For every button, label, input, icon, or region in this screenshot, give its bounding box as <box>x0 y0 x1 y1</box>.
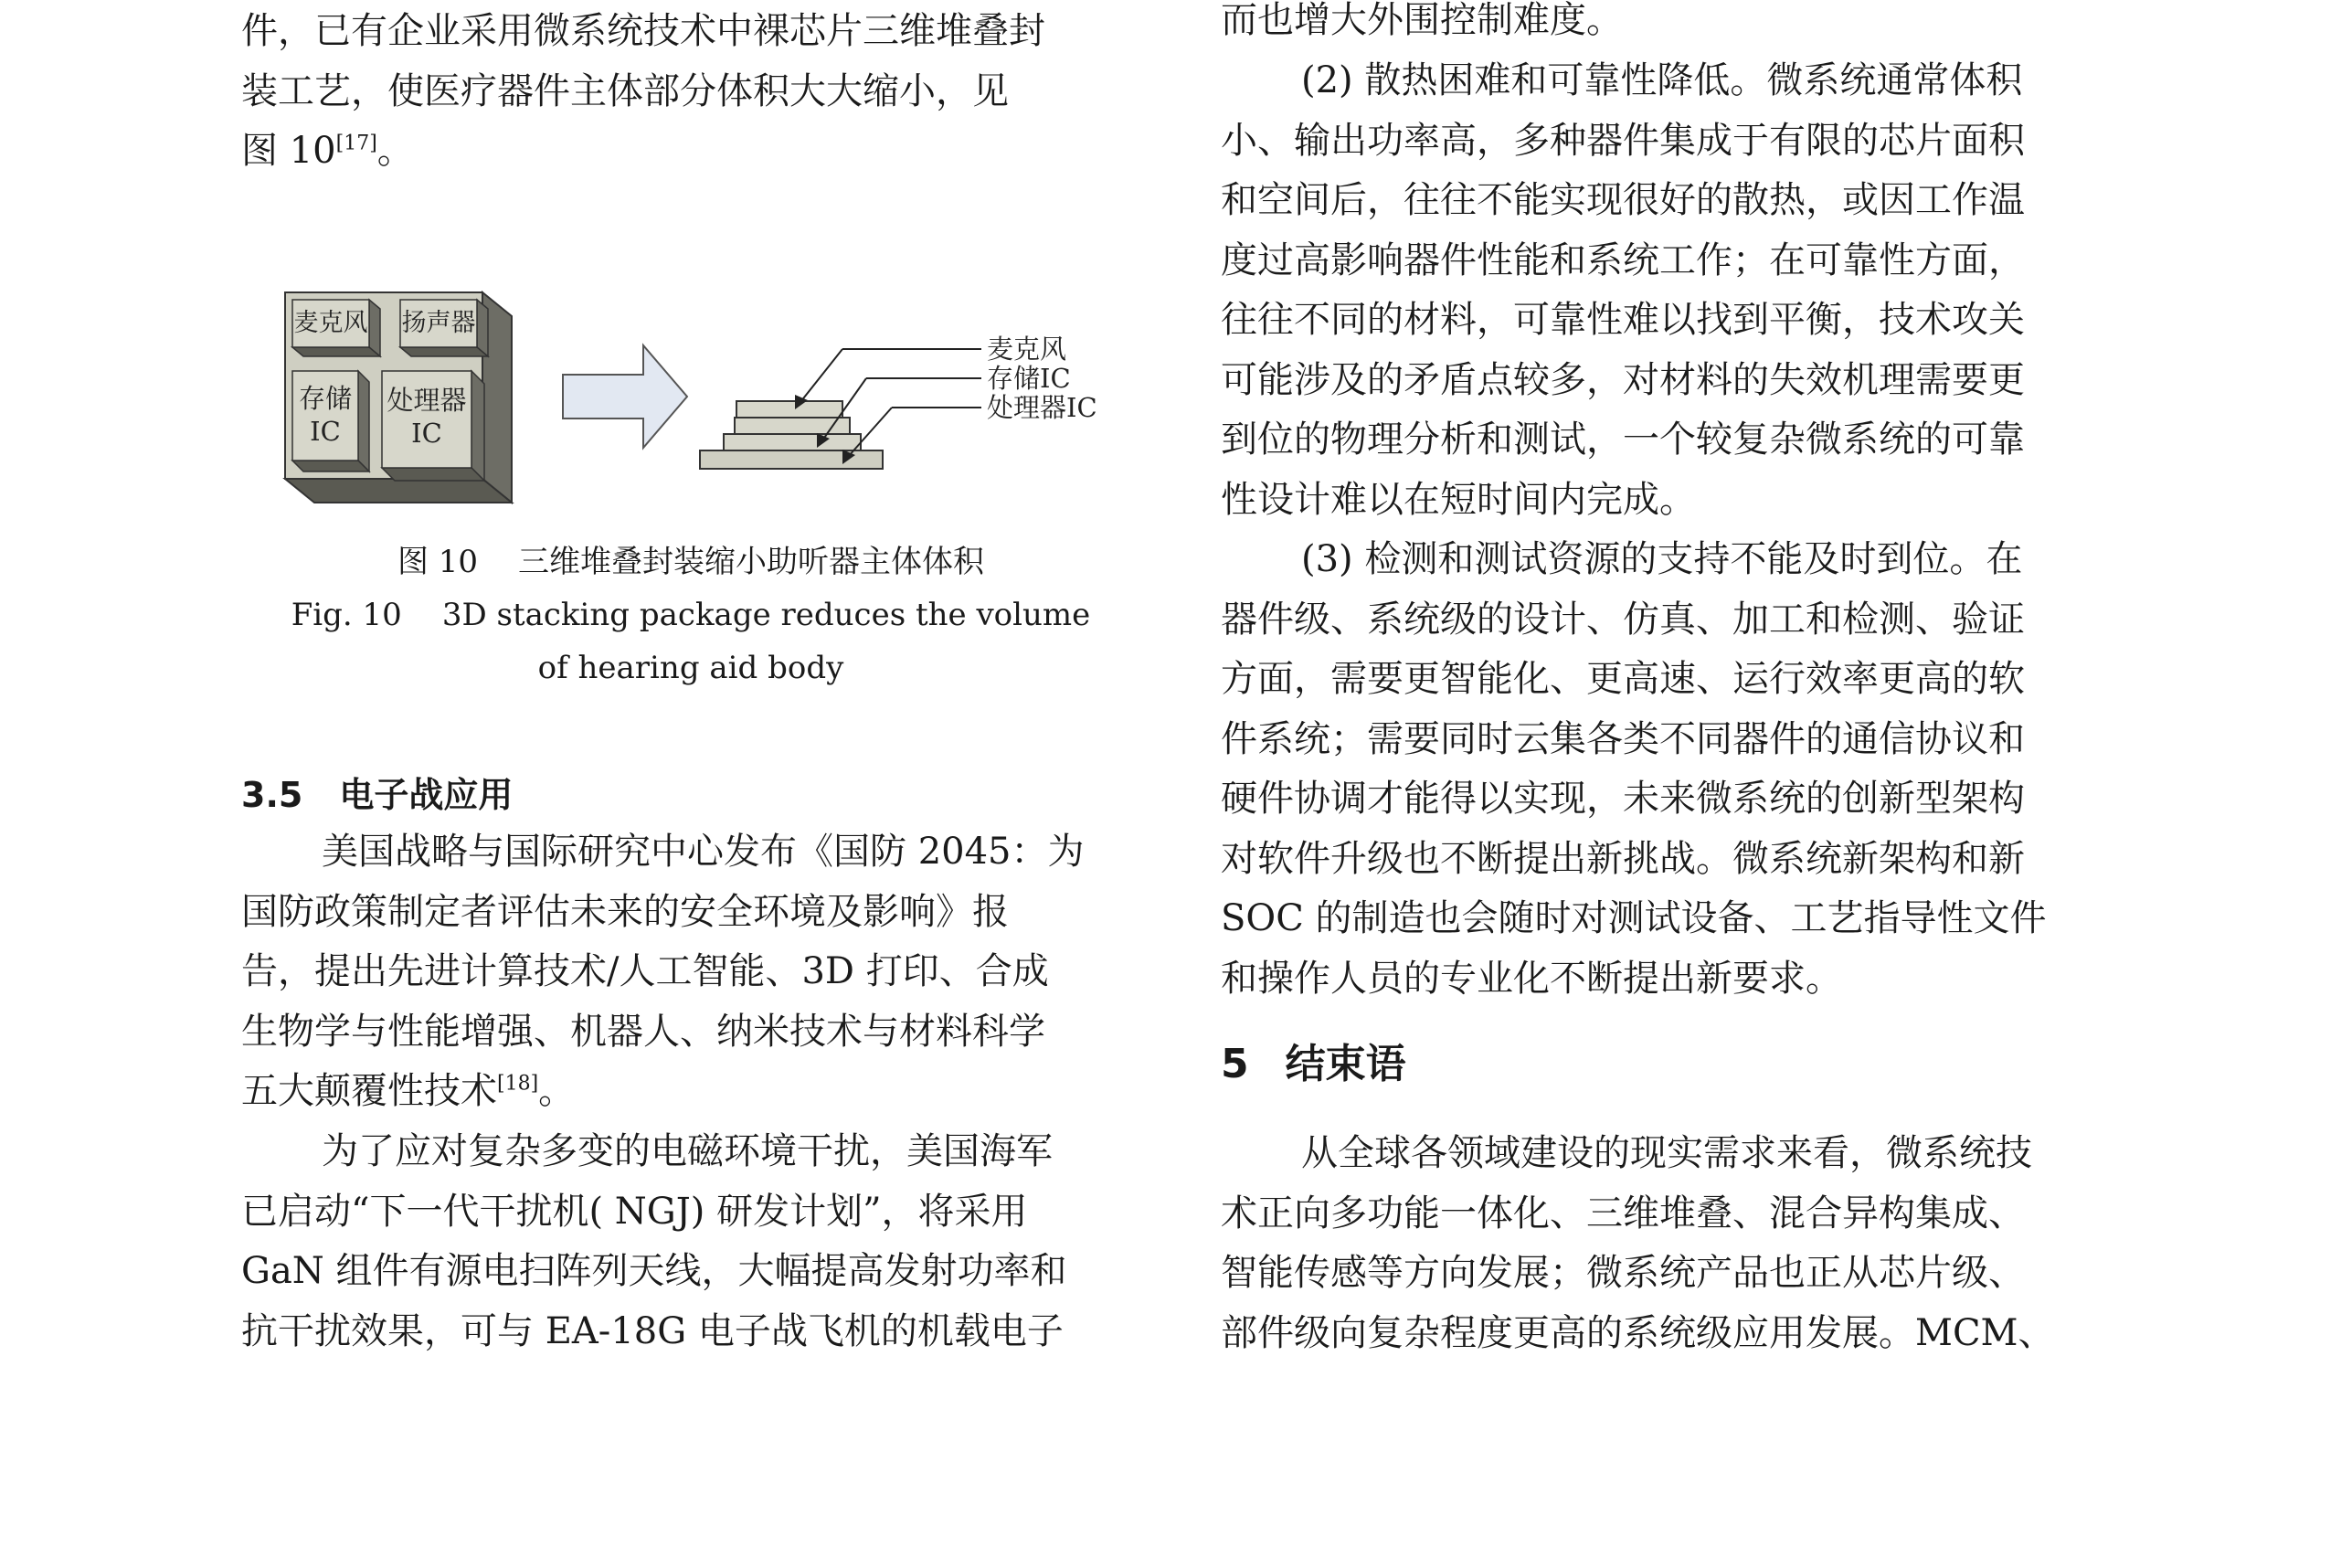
text-line: (3) 检测和测试资源的支持不能及时到位。在 <box>1301 538 2023 580</box>
text-line: 抗干扰效果，可与 EA-18G 电子战飞机的机载电子 <box>241 1309 1064 1352</box>
processor-chip-3d <box>382 371 484 481</box>
paragraph-testing-resources <box>1221 530 2120 1009</box>
text-line: 小、输出功率高，多种器件集成于有限的芯片面积 <box>1221 119 2025 162</box>
text-line: 美国战略与国际研究中心发布《国防 2045：为 <box>322 831 1085 873</box>
citation: [18] <box>497 1072 539 1096</box>
figure-10-diagram <box>241 283 1140 521</box>
text-line: 图 10 <box>241 130 336 172</box>
right-arrow-icon <box>563 345 687 448</box>
text-line: 性设计难以在短时间内完成。 <box>1221 478 1696 521</box>
text-line: (2) 散热困难和可靠性降低。微系统通常体积 <box>1301 59 2023 101</box>
text-line: 度过高影响器件性能和系统工作；在可靠性方面， <box>1221 238 2025 281</box>
text-line: 到位的物理分析和测试，一个较复杂微系统的可靠 <box>1221 418 2025 461</box>
caption-en-line2: of hearing aid body <box>537 650 844 686</box>
text-line: 硬件协调才能得以实现，未来微系统的创新型架构 <box>1221 778 2025 820</box>
storage-chip-3d <box>292 371 369 471</box>
speaker-chip-label: 扬声器 <box>401 309 476 337</box>
caption-cn-number: 图 10 <box>397 544 479 580</box>
intro-paragraph <box>241 2 1140 182</box>
text-line: 而也增大外围控制难度。 <box>1221 0 1623 41</box>
text-line: GaN 组件有源电扫阵列天线，大幅提高发射功率和 <box>241 1250 1067 1292</box>
text-line: 。 <box>538 1070 576 1112</box>
processor-chip-label: 处理器 <box>387 385 467 416</box>
text-line: 可能涉及的矛盾点较多，对材料的失效机理需要更 <box>1221 358 2025 401</box>
section-heading-5 <box>1221 1033 1406 1097</box>
stacked-package-side-view <box>700 401 883 469</box>
paragraph-conclusion <box>1221 1124 2120 1363</box>
citation: [17] <box>335 132 377 155</box>
caption-en-number: Fig. 10 <box>291 597 402 633</box>
text-line: 件系统；需要同时云集各类不同器件的通信协议和 <box>1221 717 2025 760</box>
text-line: 告，提出先进计算技术/人工智能、3D 打印、合成 <box>241 950 1049 992</box>
text-line: 智能传感等方向发展；微系统产品也正从芯片级、 <box>1221 1252 2025 1294</box>
caption-cn-text: 三维堆叠封装缩小助听器主体体积 <box>518 544 985 580</box>
paragraph-continued <box>1221 0 2120 51</box>
mic-chip-3d <box>292 300 380 356</box>
text-line: 已启动“下一代干扰机( NGJ) 研发计划”，将采用 <box>241 1190 1028 1233</box>
stack-label-processor: 处理器IC <box>987 392 1097 423</box>
section-heading-3-5 <box>241 768 513 822</box>
section-title: 结束语 <box>1285 1041 1406 1087</box>
text-line: 五大颠覆性技术 <box>241 1070 497 1112</box>
processor-chip-label-ic: IC <box>411 418 442 449</box>
text-line: SOC 的制造也会随时对测试设备、工艺指导性文件 <box>1221 897 2047 939</box>
paragraph-defense-2045 <box>241 822 1140 1122</box>
speaker-chip-3d <box>400 300 488 356</box>
caption-cn <box>241 535 1140 588</box>
text-line: 生物学与性能增强、机器人、纳米技术与材料科学 <box>241 1010 1045 1053</box>
text-line: 件，已有企业采用微系统技术中裸芯片三维堆叠封 <box>241 10 1045 52</box>
text-line: 往往不同的材料，可靠性难以找到平衡，技术攻关 <box>1221 299 2025 341</box>
section-number: 5 <box>1221 1041 1249 1087</box>
figure-10-caption <box>241 535 1140 694</box>
storage-chip-label-ic: IC <box>310 416 341 447</box>
mic-chip-label: 麦克风 <box>293 309 368 337</box>
paragraph-ngj <box>241 1122 1140 1361</box>
caption-en <box>241 588 1140 641</box>
text-line: 对软件升级也不断提出新挑战。微系统新架构和新 <box>1221 837 2025 880</box>
text-line: 。 <box>376 130 414 172</box>
caption-en-text: 3D stacking package reduces the volume <box>441 597 1091 633</box>
text-line: 装工艺，使医疗器件主体部分体积大大缩小，见 <box>241 69 1009 112</box>
text-line: 和操作人员的专业化不断提出新要求。 <box>1221 957 1842 1000</box>
text-line: 方面，需要更智能化、更高速、运行效率更高的软 <box>1221 658 2025 700</box>
text-line: 和空间后，往往不能实现很好的散热，或因工作温 <box>1221 179 2025 221</box>
text-line: 部件级向复杂程度更高的系统级应用发展。MCM、 <box>1221 1311 2055 1354</box>
figure-10 <box>241 283 1140 521</box>
section-title: 电子战应用 <box>339 775 514 815</box>
text-line: 为了应对复杂多变的电磁环境干扰，美国海军 <box>322 1130 1053 1172</box>
paragraph-heat-reliability <box>1221 51 2120 530</box>
text-line: 器件级、系统级的设计、仿真、加工和检测、验证 <box>1221 598 2025 641</box>
text-line: 术正向多功能一体化、三维堆叠、混合异构集成、 <box>1221 1192 2025 1234</box>
storage-chip-label: 存储 <box>298 383 353 414</box>
section-number: 3.5 <box>241 775 303 815</box>
stack-label-mic: 麦克风 <box>987 334 1067 365</box>
stack-label-storage: 存储IC <box>987 363 1071 394</box>
text-line: 国防政策制定者评估未来的安全环境及影响》报 <box>241 890 1009 933</box>
text-line: 从全球各领域建设的现实需求来看，微系统技 <box>1301 1132 2032 1174</box>
